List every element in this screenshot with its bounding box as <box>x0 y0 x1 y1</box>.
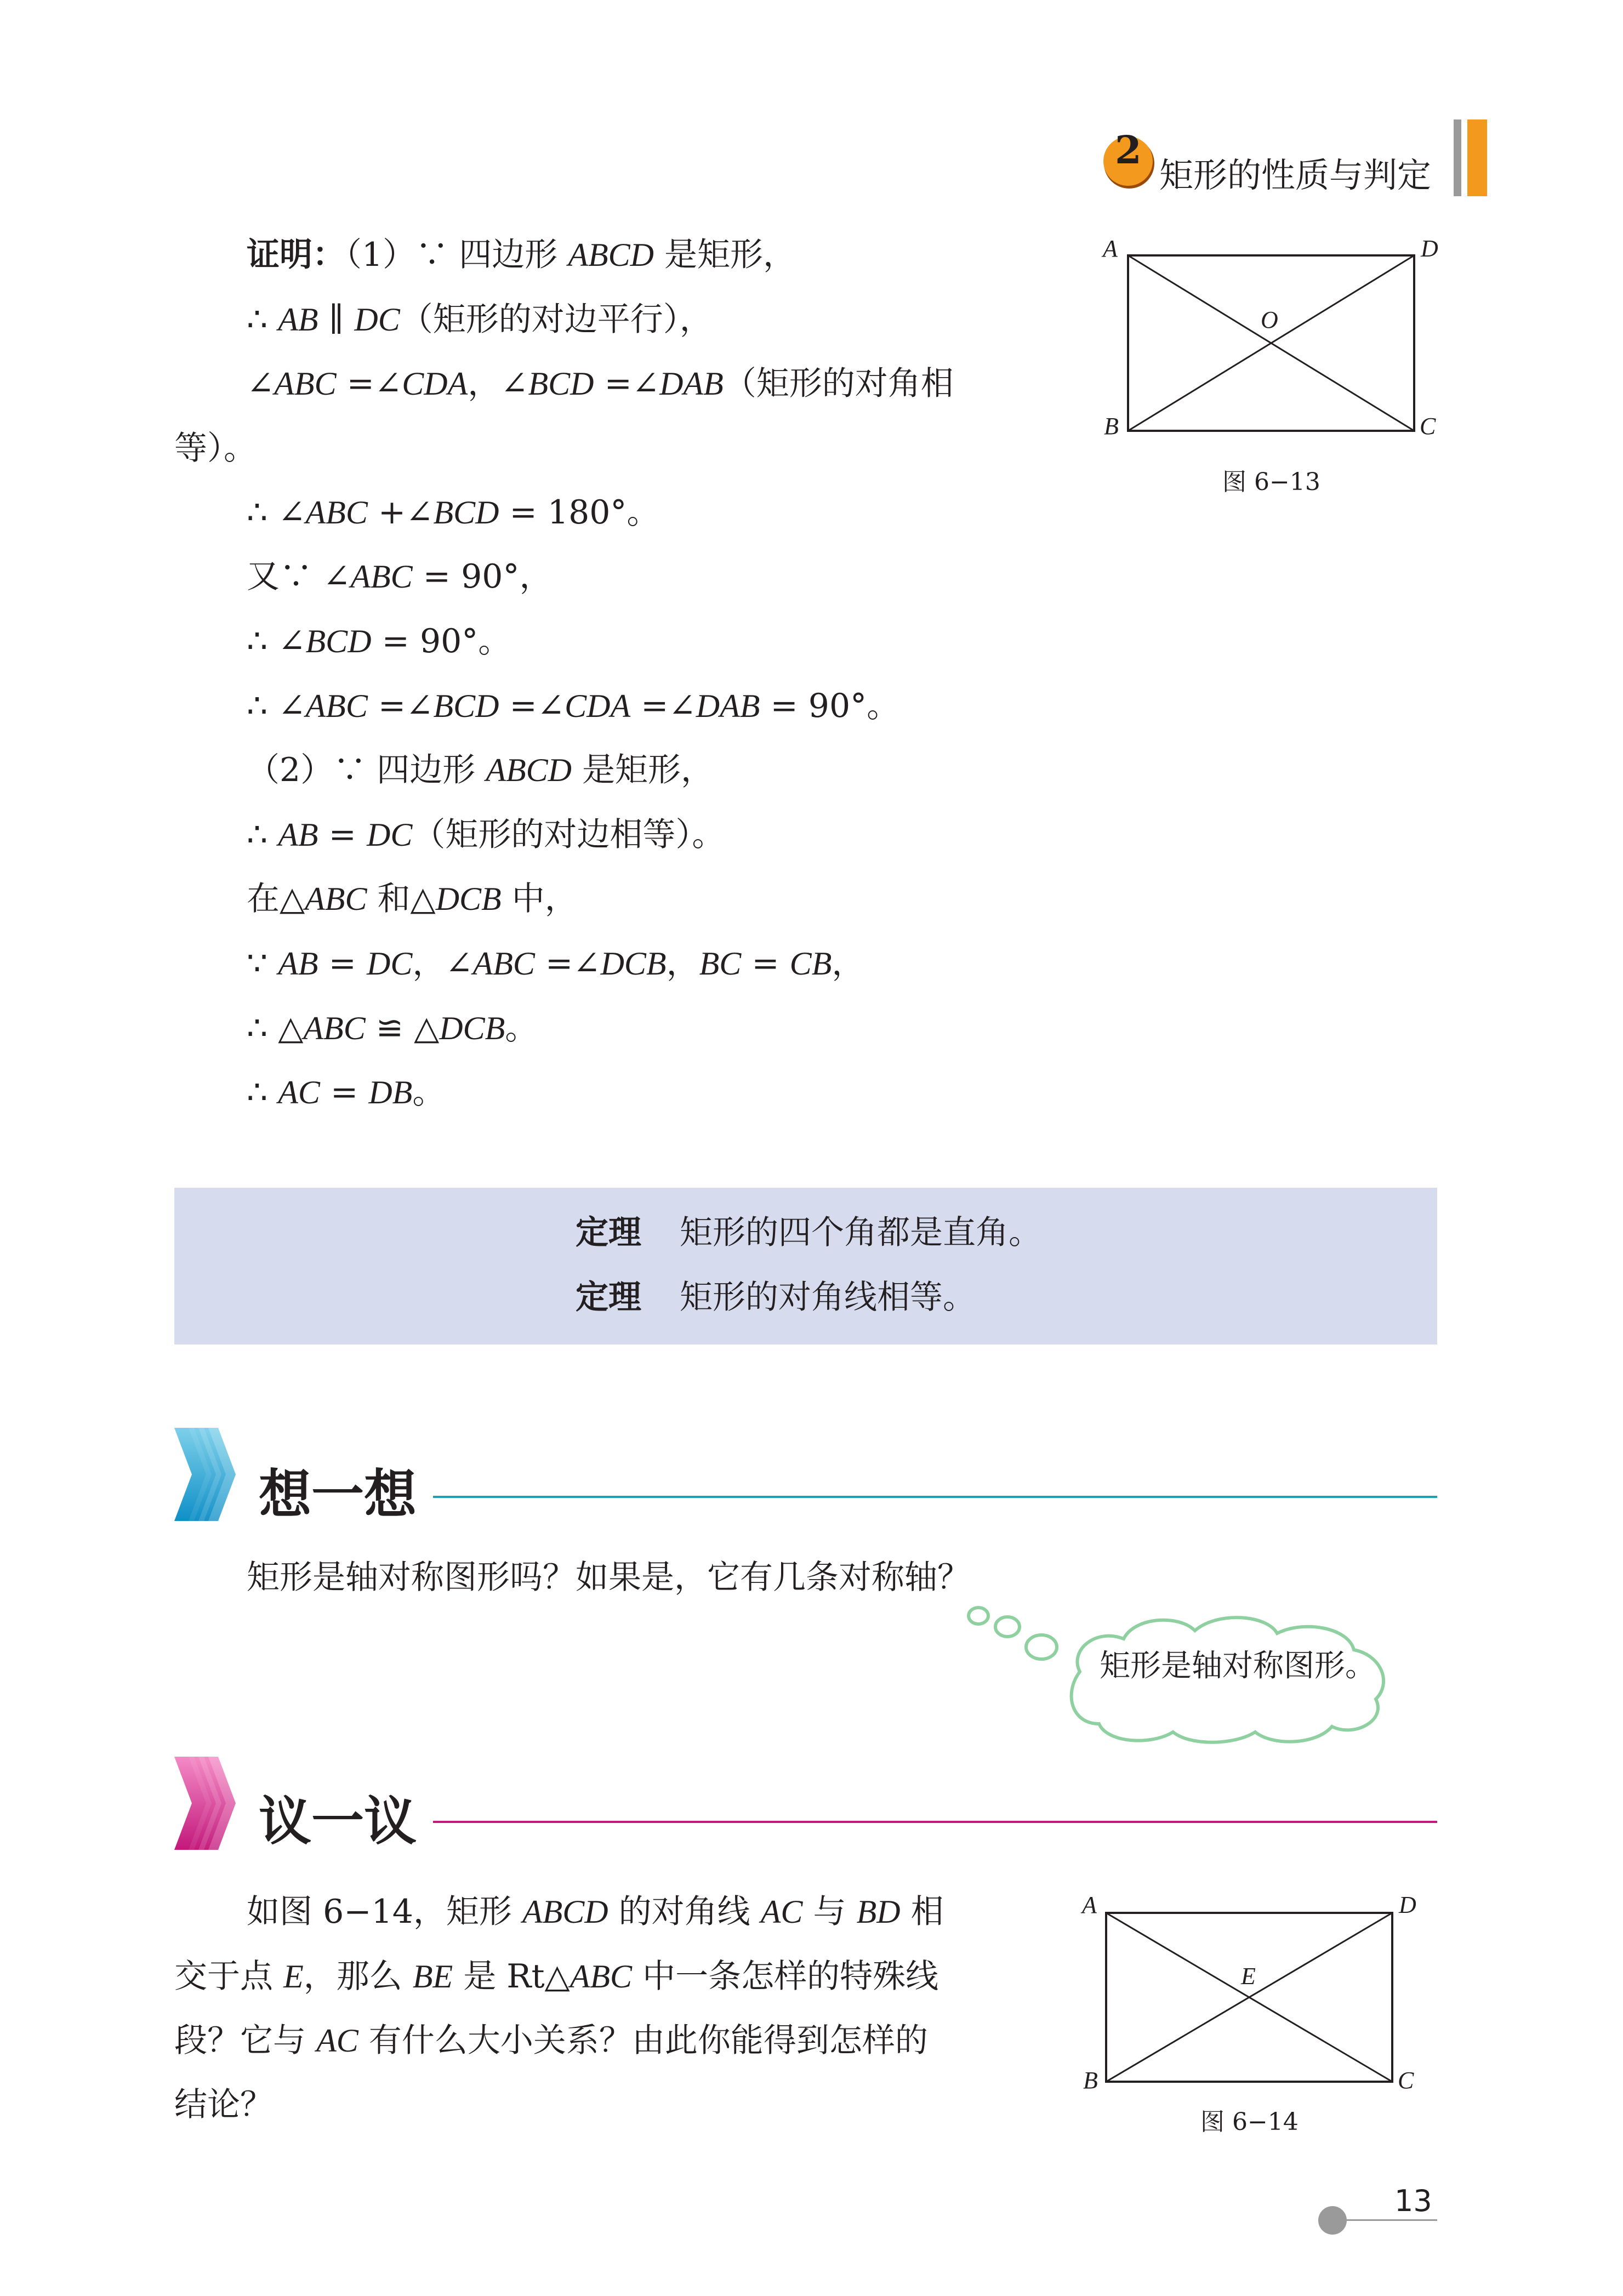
rectangle-diagram <box>1074 1885 1447 2099</box>
proof-line: 又∵ ∠ABC = 90°， <box>247 557 553 596</box>
label-B: B <box>1083 2067 1098 2094</box>
proof-line: ∠ABC =∠CDA，∠BCD =∠DAB（矩形的对角相 <box>247 364 954 403</box>
theorem-label: 定理 <box>576 1213 641 1252</box>
proof-line: ∵ AB = DC，∠ABC =∠DCB，BC = CB， <box>247 944 865 983</box>
discuss-line: 结论？ <box>174 2086 273 2124</box>
header-title: 矩形的性质与判定 <box>1159 155 1432 195</box>
discuss-line: 如图 6−14，矩形 ABCD 的对角线 AC 与 BD 相 <box>247 1893 944 1931</box>
theorem-text: 矩形的对角线相等。 <box>680 1278 976 1317</box>
rectangle-diagram <box>1096 230 1469 449</box>
proof-line: ∴ ∠ABC =∠BCD =∠CDA =∠DAB = 90°。 <box>247 687 900 725</box>
figure-caption: 图 6−13 <box>1222 468 1320 496</box>
page-rule <box>1337 2219 1437 2221</box>
label-A: A <box>1082 1892 1097 1918</box>
theorem-1 <box>576 1211 1041 1255</box>
page-number: 13 <box>1394 2184 1432 2218</box>
figure-6-14 <box>1074 1885 1447 2149</box>
proof-line: 等）。 <box>174 429 257 468</box>
section-rule-discuss <box>433 1821 1437 1823</box>
thought-cloud-text: 矩形是轴对称图形。 <box>1100 1648 1376 1684</box>
proof-line: （2）∵ 四边形 ABCD 是矩形， <box>247 751 714 789</box>
chevrons-icon <box>174 1428 251 1521</box>
theorem-box <box>174 1188 1437 1344</box>
theorem-text: 矩形的四个角都是直角。 <box>680 1213 1041 1252</box>
chevrons-icon <box>174 1757 251 1850</box>
label-A: A <box>1103 235 1118 262</box>
think-question: 矩形是轴对称图形吗？如果是，它有几条对称轴？ <box>247 1558 970 1597</box>
proof-label: 证明： <box>247 236 345 274</box>
label-D: D <box>1399 1892 1416 1918</box>
figure-6-13 <box>1096 230 1469 515</box>
proof-line: ∴ △ABC ≌ △DCB。 <box>247 1009 538 1047</box>
label-D: D <box>1421 235 1438 262</box>
label-E: E <box>1241 1963 1256 1990</box>
theorem-2 <box>576 1275 976 1319</box>
chapter-badge <box>1101 127 1158 190</box>
proof-line: ∴ AC = DB。 <box>247 1073 446 1112</box>
proof-line: ∴ AB ∥ DC（矩形的对边平行）， <box>247 300 713 339</box>
proof-line: 证明：（1）∵ 四边形 ABCD 是矩形， <box>247 236 796 274</box>
discuss-line: 交于点 E，那么 BE 是 Rt△ABC 中一条怎样的特殊线 <box>174 1957 939 1996</box>
header-bar-1 <box>1454 119 1461 196</box>
proof-line: ∴ AB = DC（矩形的对边相等）。 <box>247 816 725 854</box>
header-bar-2 <box>1467 119 1487 196</box>
label-O: O <box>1261 306 1278 333</box>
discuss-line: 段？它与 AC 有什么大小关系？由此你能得到怎样的 <box>174 2021 928 2060</box>
proof-line: 在△ABC 和△DCB 中， <box>247 880 578 918</box>
section-title-think: 想一想 <box>259 1463 417 1525</box>
chapter-number: 2 <box>1115 127 1142 173</box>
section-rule-think <box>433 1496 1437 1498</box>
label-C: C <box>1420 413 1436 440</box>
label-C: C <box>1398 2067 1414 2094</box>
section-title-discuss: 议一议 <box>259 1790 417 1852</box>
figure-caption: 图 6−14 <box>1200 2108 1299 2136</box>
proof-line: ∴ ∠BCD = 90°。 <box>247 622 511 660</box>
proof-line: ∴ ∠ABC +∠BCD = 180°。 <box>247 493 660 532</box>
theorem-label: 定理 <box>576 1278 641 1317</box>
label-B: B <box>1104 413 1119 440</box>
